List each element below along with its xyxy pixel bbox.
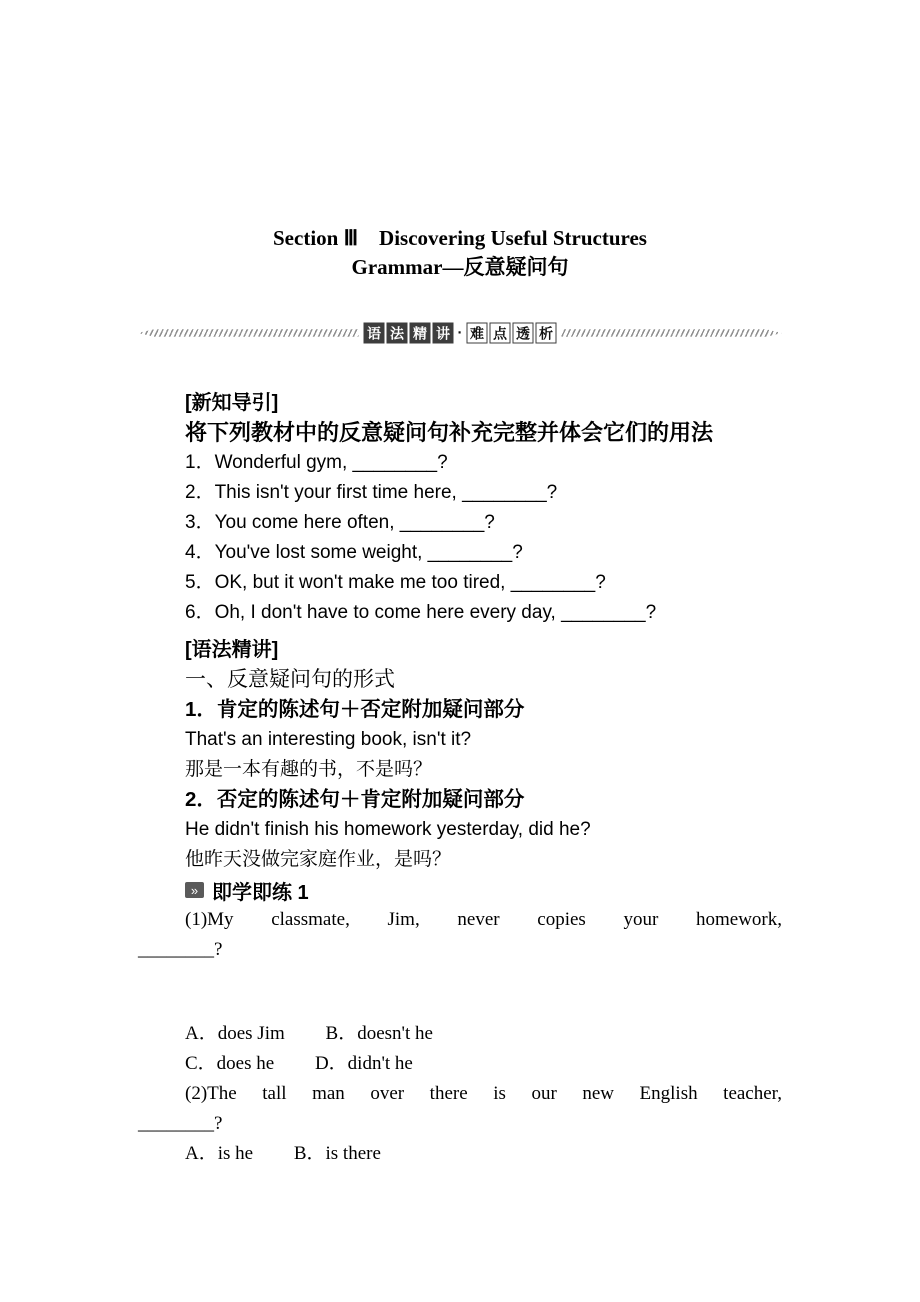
grammar-section-title: 一、反意疑问句的形式 [185,668,395,691]
banner-char: 点 [490,323,511,344]
intro-item-4: 4．You've lost some weight, ________? [185,542,523,563]
rule-2-title: 2．否定的陈述句＋肯定附加疑问部分 [185,788,525,811]
question-2-blank: ________? [138,1113,223,1134]
option-c: C．does he [185,1053,275,1074]
question-1-blank: ________? [138,939,223,960]
option-a: A．is he [185,1143,254,1164]
intro-item-1: 1．Wonderful gym, ________? [185,452,448,473]
rule-1-example-en: That's an interesting book, isn't it? [185,729,472,750]
banner-char: 语 [364,323,385,344]
decorative-banner [138,320,782,346]
banner-label [359,323,562,344]
option-b: B．doesn't he [325,1023,433,1044]
practice-label: 即学即练 1 [212,881,309,904]
option-a: A．does Jim [185,1023,285,1044]
title-block [138,224,782,282]
rule-2-example-zh: 他昨天没做完家庭作业，是吗？ [185,849,452,870]
intro-item-3: 3．You come here often, ________? [185,512,495,533]
intro-heading: [新知导引] [185,392,279,414]
banner-char: 透 [513,323,534,344]
question-1-options-row-1 [138,1019,782,1049]
banner-char: 法 [387,323,408,344]
question-1-options-row-2 [138,1049,782,1079]
intro-item-6: 6．Oh, I don't have to come here every day, ________? [185,602,657,623]
double-chevron-icon: » [185,882,204,898]
banner-char: 析 [536,323,557,344]
option-b: B．is there [293,1143,381,1164]
banner-separator: · [457,324,463,342]
intro-item-5: 5．OK, but it won't make me too tired, ________? [185,572,606,593]
rule-1-example-zh: 那是一本有趣的书，不是吗？ [185,759,433,780]
section-title: Section Ⅲ Discovering Useful Structures [273,226,647,250]
rule-1-title: 1．肯定的陈述句＋否定附加疑问部分 [185,698,525,721]
question-2-options-row-1 [138,1139,782,1169]
grammar-heading: [语法精讲] [185,639,279,661]
banner-char: 精 [410,323,431,344]
question-2-stem: (2)The tall man over there is our new English teacher, [185,1083,782,1104]
intro-item-2: 2．This isn't your first time here, ________? [185,482,558,503]
rule-2-example-en: He didn't finish his homework yesterday, did he? [185,819,591,840]
banner-char: 讲 [433,323,454,344]
practice-heading [138,875,782,905]
question-1-stem: (1)My classmate, Jim, never copies your homework, [185,909,782,930]
banner-char: 难 [467,323,488,344]
intro-lead: 将下列教材中的反意疑问句补充完整并体会它们的用法 [185,420,714,445]
grammar-subtitle: Grammar—反意疑问句 [351,255,569,279]
option-d: D．didn't he [314,1053,413,1074]
